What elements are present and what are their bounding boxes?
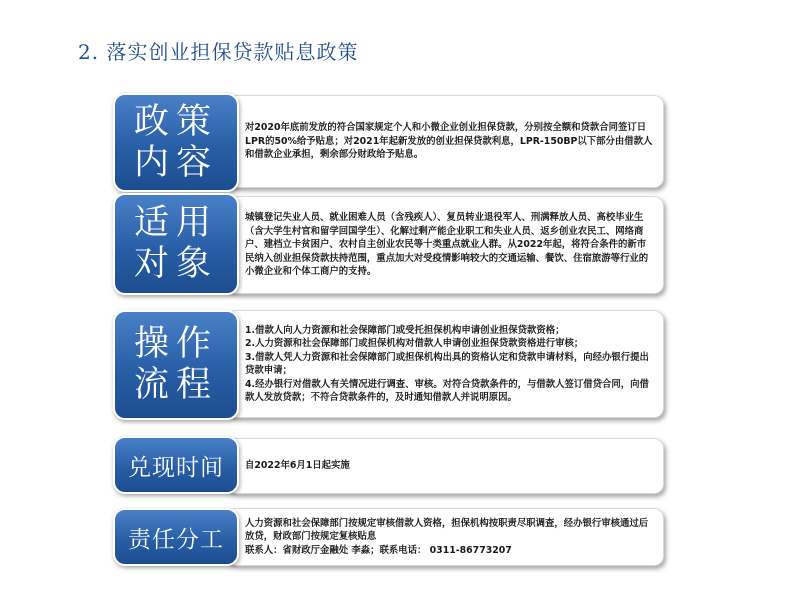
content-box-procedure	[226, 310, 664, 418]
label-responsibility-text: 责任分工	[128, 526, 224, 553]
label-policy-content	[113, 93, 239, 192]
label-effective-date-text: 兑现时间	[128, 454, 224, 481]
content-box-responsibility	[226, 508, 664, 566]
effective-date-content-text: 自2022年6月1日起实施	[245, 460, 350, 472]
label-effective-date	[113, 436, 239, 494]
targets-content-text: 城镇登记失业人员、就业困难人员（含残疾人）、复员转业退役军人、刑满释放人员、高校毕业生（含大学生村官和留学回国学生）、化解过剩产能企业职工和失业人员、返乡创业农民工、网络商户、建档立卡贫困户、农村自主创业农民等十类重点就业人群。从2022年起，将符合条件的新市民纳入创业担保贷款扶持范围，重点加大对受疫情影响较大的交通运输、餐饮、住宿旅游等行业的小微企业和个体工商户的支持。	[245, 212, 649, 278]
label-eligible-targets	[113, 193, 239, 295]
label-eligible-targets-text: 适用对象	[133, 203, 218, 284]
label-procedure-text: 操作流程	[133, 324, 218, 405]
content-box-policy	[226, 95, 664, 188]
policy-content-text: 对2020年底前发放的符合国家规定个人和小微企业创业担保贷款，分别按全额和贷款合同签订日LPR的50%给予贴息；对2021年起新发放的创业担保贷款利息，LPR-150BP以下部分由借款人和借款企业承担，剩余部分财政给予贴息。	[245, 122, 653, 161]
page-title: 2. 落实创业担保贷款贴息政策	[78, 40, 359, 64]
label-procedure	[113, 310, 239, 420]
label-responsibility	[113, 508, 239, 566]
procedure-content-text: 1.借款人向人力资源和社会保障部门或受托担保机构申请创业担保贷款资格； 2.人力资源和社会保障部门或担保机构对借款人申请创业担保贷款资格进行审核； 3.借款人凭人力资源和社会保障部门或担保机构出具的资格认定和贷款申请材料，向经办银行提出贷款申请； 4.经办银行对借款人有关情况进行调查、审核。对符合贷款条件的，与借款人签订借贷合同，向借款人发放贷款；不符合贷款条件的，及时通知借款人并说明原因。	[245, 324, 649, 403]
responsibility-content-text: 人力资源和社会保障部门按规定审核借款人资格，担保机构按职责尽职调查，经办银行审核通过后放贷，财政部门按规定复核贴息 联系人：省财政厅金融处 李淼；联系电话： 0311-86773207	[245, 517, 649, 556]
label-policy-content-text: 政策内容	[133, 101, 218, 183]
content-box-effective-date	[226, 438, 664, 494]
content-box-targets	[226, 196, 664, 294]
